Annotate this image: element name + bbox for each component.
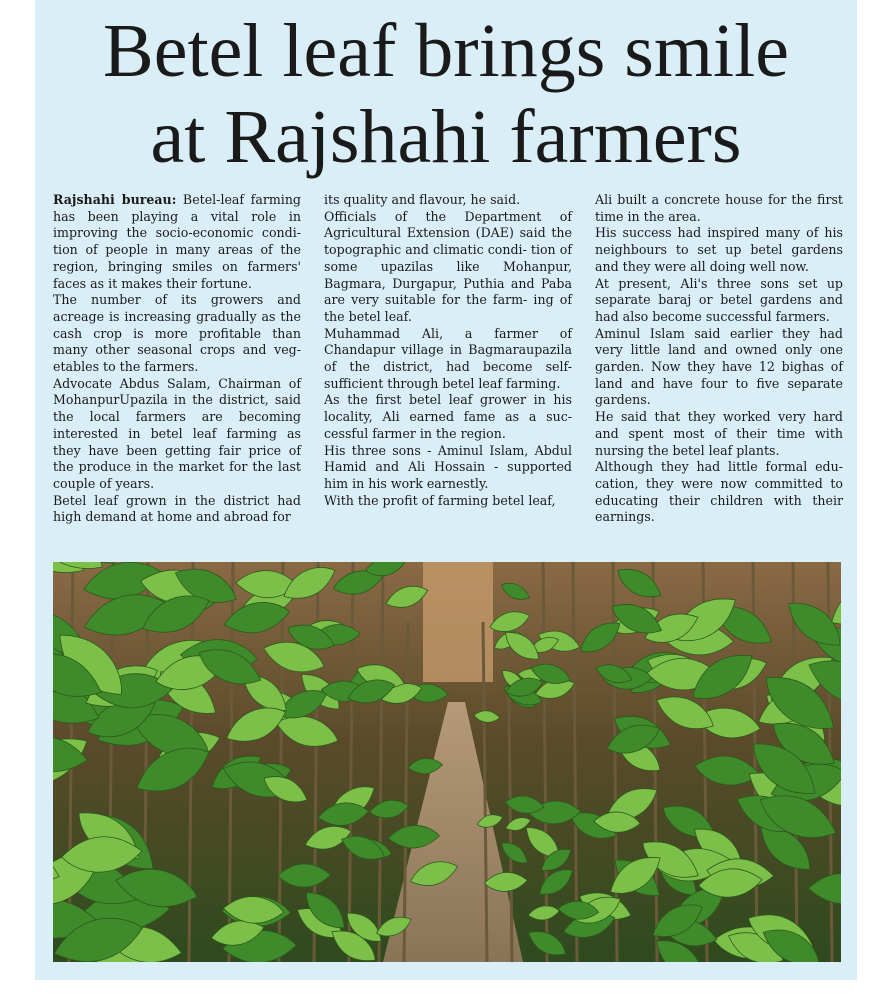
headline-line-1: Betel leaf brings smile <box>103 9 789 93</box>
paragraph: The number of its growers and acreage is increasing gradually as the cash crop is more profitable than many other seasonal crops and veg- etables to the farmers. <box>53 292 301 375</box>
paragraph-text: Betel-leaf farming has been playing a vital role in improving the socio-economic condi- tion of people in many areas of the region, bringing smiles on farmers' faces as it makes their fortune. <box>53 192 301 291</box>
column-2 <box>324 192 572 552</box>
paragraph: At present, Ali's three sons set up separate baraj or betel gardens and had also become successful farmers. <box>595 275 843 324</box>
paragraph: His three sons - Aminul Islam, Abdul Hamid and Ali Hossain - supported him in his work earnestly. <box>324 442 572 491</box>
paragraph: As the first betel leaf grower in his locality, Ali earned fame as a suc- cessful farmer in the region. <box>324 392 572 441</box>
byline: Rajshahi bureau: <box>53 192 177 207</box>
paragraph: Advocate Abdus Salam, Chairman of MohanpurUpazila in the district, said the local farmers are becoming interested in betel leaf farming as they have been getting fair price of the produce in the market for the last couple of years. <box>53 375 301 491</box>
paragraph: Aminul Islam said earlier they had very little land and owned only one garden. Now they have 12 bighas of land and have four to five separate gardens. <box>595 325 843 408</box>
paragraph <box>53 192 301 292</box>
paragraph: Although they had little formal edu- cation, they were now committed to educating their children with their earnings. <box>595 459 843 525</box>
paragraph: With the profit of farming betel leaf, <box>324 492 556 508</box>
article-columns <box>53 192 843 552</box>
paragraph: Muhammad Ali, a farmer of Chandapur village in Bagmaraupazila of the district, had become self-sufficient through betel leaf farming. <box>324 325 572 391</box>
paragraph: Officials of the Department of Agricultural Extension (DAE) said the topographic and climatic condi- tion of some upazilas like Mohanpur, Bagmara, Durgapur, Puthia and Paba are very suitable for the farm- ing of the betel leaf. <box>324 208 572 324</box>
paragraph: Ali built a concrete house for the first time in the area. <box>595 192 843 224</box>
headline-line-2: at Rajshahi farmers <box>150 95 742 179</box>
article-panel <box>35 0 857 980</box>
betel-garden-illustration <box>53 562 841 962</box>
paragraph: He said that they worked very hard and spent most of their time with nursing the betel leaf plants. <box>595 409 843 458</box>
headline <box>35 8 857 180</box>
column-1 <box>53 192 301 552</box>
paragraph: its quality and flavour, he said. <box>324 192 521 207</box>
paragraph: Betel leaf grown in the district had high demand at home and abroad for <box>53 492 301 525</box>
column-3 <box>595 192 843 552</box>
paragraph: His success had inspired many of his neighbours to set up betel gardens and they were all doing well now. <box>595 225 843 274</box>
betel-garden-photo <box>53 562 841 962</box>
